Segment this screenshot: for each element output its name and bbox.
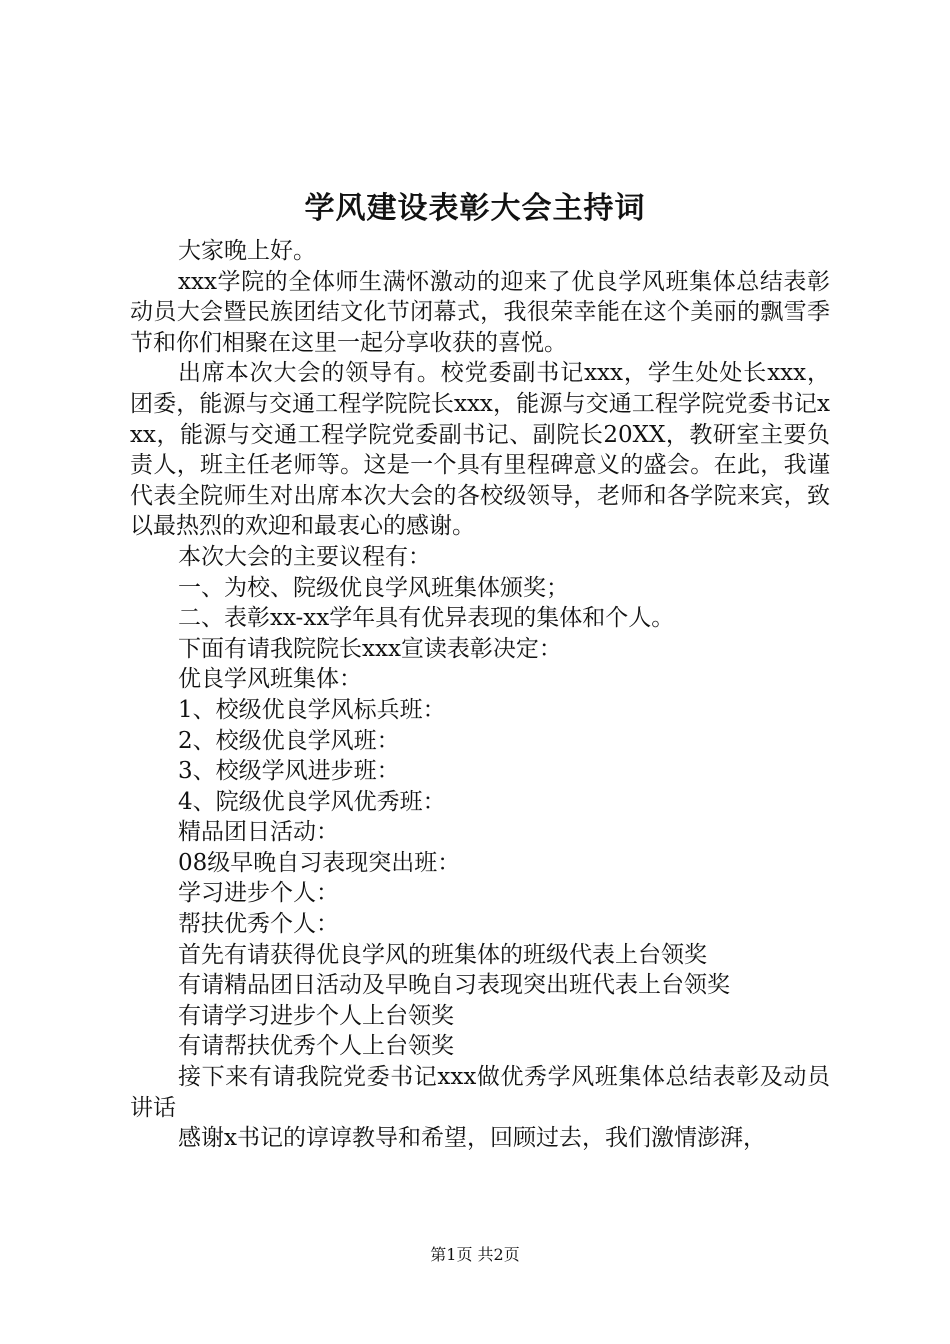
paragraph: 有请帮扶优秀个人上台领奖	[178, 1033, 454, 1060]
paragraph: xxx学院的全体师生满怀激动的迎来了优良学风班集体总结表彰动员大会暨民族团结文化节闭幕式，我很荣幸能在这个美丽的飘雪季节和你们相聚在这里一起分享收获的喜悦。	[130, 268, 830, 356]
paragraph: 08级早晚自习表现突出班：	[178, 849, 461, 876]
paragraph: 一、为校、院级优良学风班集体颁奖；	[178, 574, 569, 601]
paragraph: 1、校级优良学风标兵班：	[178, 696, 446, 723]
paragraph: 精品团日活动：	[178, 819, 339, 846]
paragraph: 大家晚上好。	[178, 238, 316, 264]
paragraph: 本次大会的主要议程有：	[178, 543, 431, 570]
paragraph: 有请学习进步个人上台领奖	[178, 1002, 454, 1029]
paragraph: 接下来有请我院党委书记xxx做优秀学风班集体总结表彰及动员讲话	[130, 1064, 830, 1121]
document-title: 学风建设表彰大会主持词	[304, 191, 646, 226]
paragraph: 感谢x书记的谆谆教导和希望，回顾过去，我们激情澎湃，	[178, 1125, 766, 1152]
paragraph: 优良学风班集体：	[178, 666, 362, 693]
page-number-footer: 第1页 共2页	[430, 1245, 520, 1264]
paragraph: 帮扶优秀个人：	[178, 911, 339, 938]
paragraph: 首先有请获得优良学风的班集体的班级代表上台领奖	[178, 941, 707, 968]
paragraph: 下面有请我院院长xxx宣读表彰决定：	[178, 635, 562, 662]
paragraph: 4、院级优良学风优秀班：	[178, 788, 446, 815]
paragraph: 3、校级学风进步班：	[178, 758, 400, 785]
paragraph: 二、表彰xx-xx学年具有优异表现的集体和个人。	[178, 605, 675, 632]
paragraph: 2、校级优良学风班：	[178, 727, 400, 754]
paragraph: 有请精品团日活动及早晚自习表现突出班代表上台领奖	[178, 972, 730, 999]
paragraph: 出席本次大会的领导有。校党委副书记xxx，学生处处长xxx，团委，能源与交通工程学院院长xxx，能源与交通工程学院党委书记xxx，能源与交通工程学院党委副书记、副院长20XX，教研室主要负责人，班主任老师等。这是一个具有里程碑意义的盛会。在此，我谨代表全院师生对出席本次大会的各校级领导，老师和各学院来宾，致以最热烈的欢迎和最衷心的感谢。	[130, 360, 830, 540]
document-body	[130, 236, 830, 1154]
paragraph: 学习进步个人：	[178, 880, 339, 907]
